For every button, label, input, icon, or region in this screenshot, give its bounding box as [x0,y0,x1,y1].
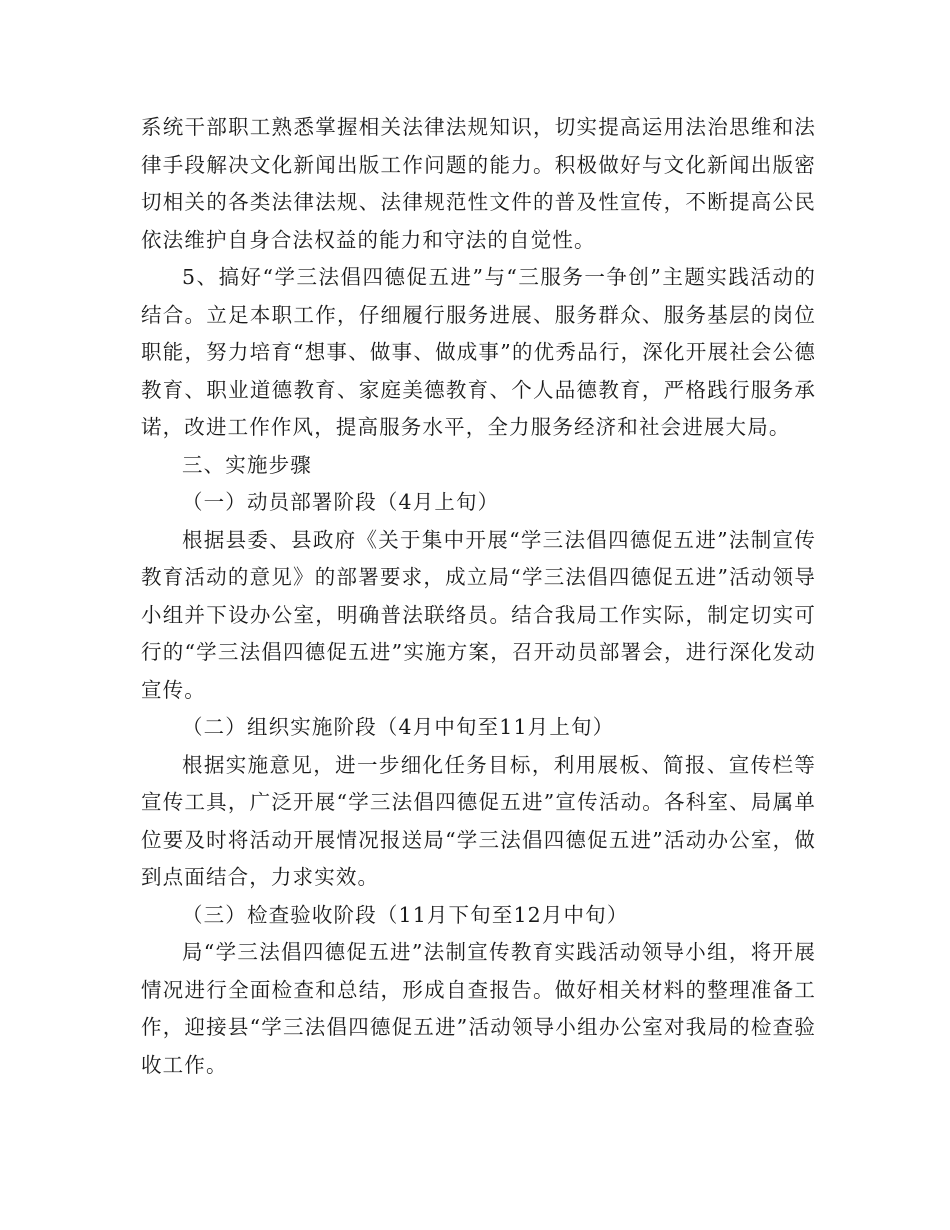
paragraph-implementation: 根据实施意见，进一步细化任务目标，利用展板、简报、宣传栏等宣传工具，广泛开展“学三法倡四德促五进”宣传活动。各科室、局属单位要及时将活动开展情况报送局“学三法倡四德促五进”活动办公室，做到点面结合，力求实效。 [141,752,816,889]
paragraph-continuation: 系统干部职工熟悉掌握相关法律法规知识，切实提高运用法治思维和法律手段解决文化新闻出版工作问题的能力。积极做好与文化新闻出版密切相关的各类法律法规、法律规范性文件的普及性宣传，不断提高公民依法维护自身合法权益的能力和守法的自觉性。 [141,115,816,252]
section-heading-implementation-steps: 三、实施步骤 [182,452,312,477]
document-body [141,109,816,1084]
subheading-implementation-stage: （二）组织实施阶段（4月中旬至11月上旬） [182,715,615,739]
paragraph-mobilization: 根据县委、县政府《关于集中开展“学三法倡四德促五进”法制宣传教育活动的意见》的部署要求，成立局“学三法倡四德促五进”活动领导小组并下设办公室，明确普法联络员。结合我局工作实际，制定切实可行的“学三法倡四德促五进”实施方案，召开动员部署会，进行深化发动宣传。 [141,527,816,702]
paragraph-inspection: 局“学三法倡四德促五进”法制宣传教育实践活动领导小组，将开展情况进行全面检查和总结，形成自查报告。做好相关材料的整理准备工作，迎接县“学三法倡四德促五进”活动领导小组办公室对我局的检查验收工作。 [141,940,816,1077]
subheading-inspection-stage: （三）检查验收阶段（11月下旬至12月中旬） [182,902,629,927]
subheading-mobilization-stage: （一）动员部署阶段（4月上旬） [182,490,500,514]
paragraph-item-5: 5、搞好“学三法倡四德促五进”与“三服务一争创”主题实践活动的结合。立足本职工作，仔细履行服务进展、服务群众、服务基层的岗位职能，努力培育“想事、做事、做成事”的优秀品行，深化开展社会公德教育、职业道德教育、家庭美德教育、个人品德教育，严格践行服务承诺，改进工作作风，提高服务水平，全力服务经济和社会进展大局。 [141,265,816,439]
